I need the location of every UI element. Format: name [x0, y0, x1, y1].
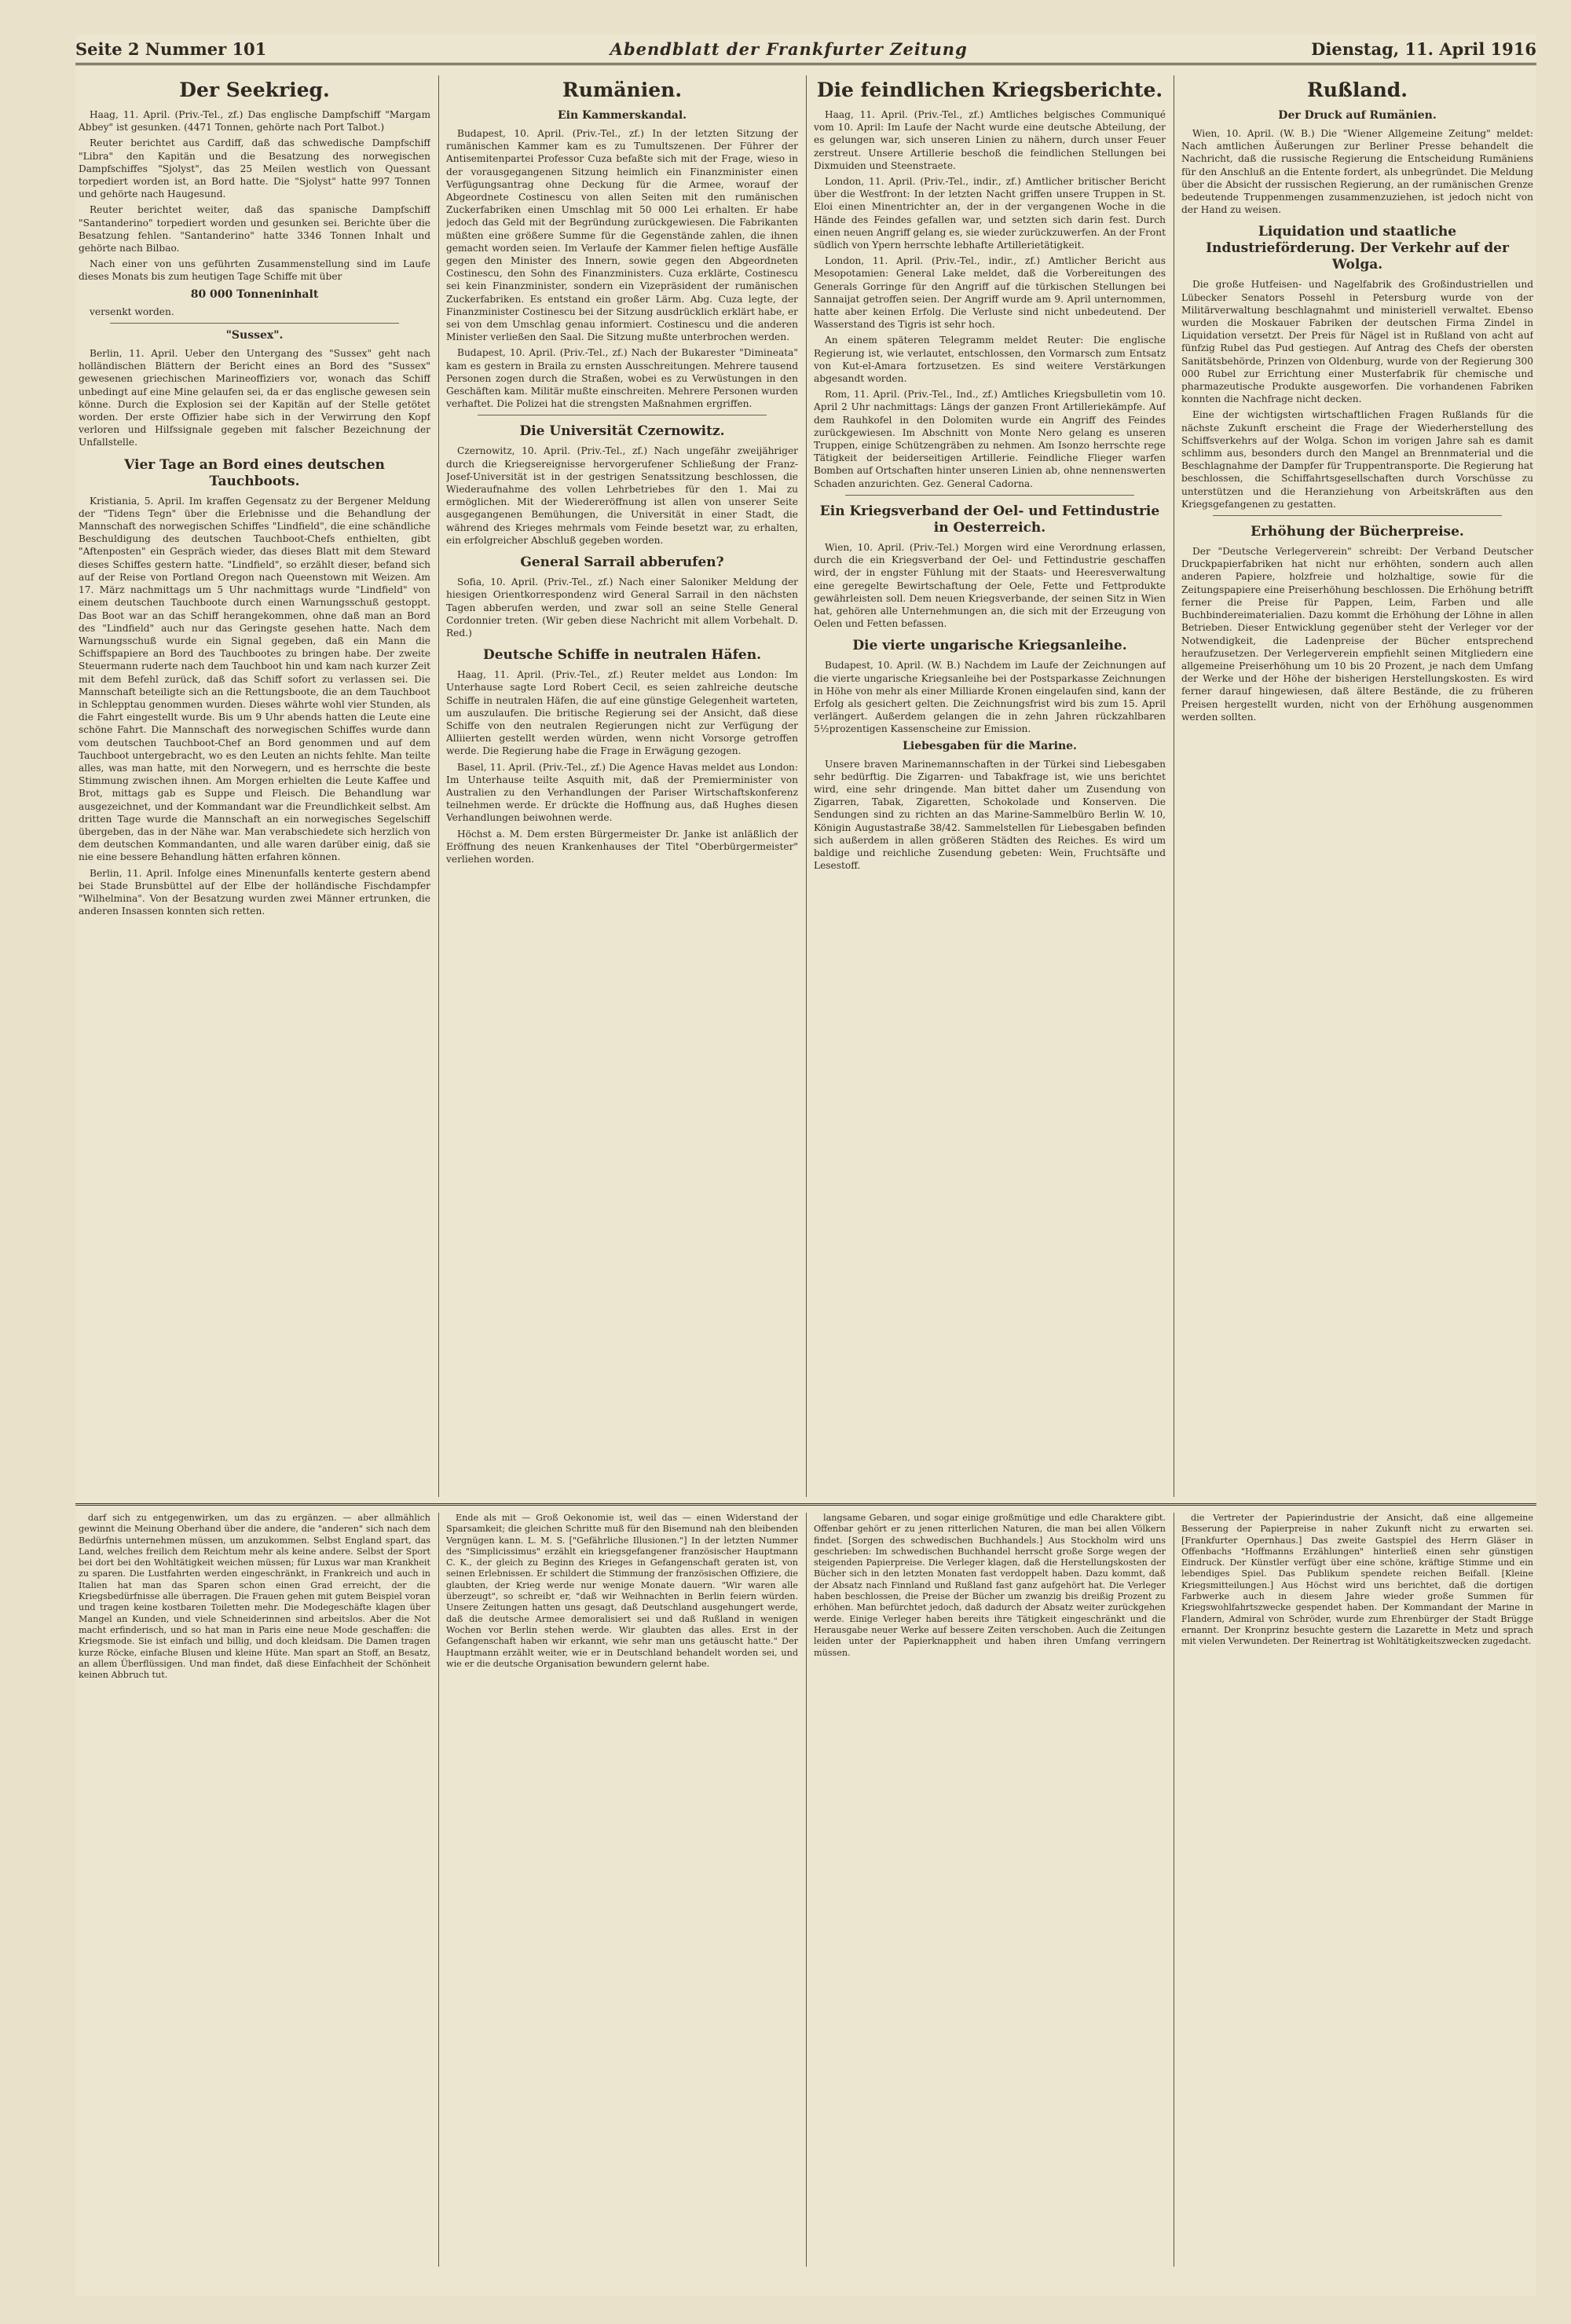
- page-number: Seite 2 Nummer 101: [75, 38, 267, 59]
- headline-buecherpreise: Erhöhung der Bücherpreise.: [1251, 524, 1464, 540]
- column-rule: [806, 75, 807, 1497]
- feuilleton-paragraph: die Vertreter der Papierindustrie der Ansicht, daß eine allgemeine Besserung der Papierpreise in naher Zukunft nicht zu erwarten sei. [Frankfurter Opernhaus.] Das zweite Gastspiel des Herrn Gläser in Offenbachs "Hoffmanns Erzählungen" hinterließ einen sehr günstigen Eindruck. Der Künstler verfügt über eine schöne, kräftige Stimme und ein lebendiges Spiel. Das Publikum spendete reichen Beifall. [Kleine Kriegsmitteilungen.] Aus Höchst wird uns berichtet, daß die dortigen Farbwerke auch in diesem Jahre wieder große Summen für Kriegswohlfahrtszwecke gespendet haben. Der Kommandant der Marine in Flandern, Admiral von Schröder, wurde zum Ehrenbürger der Stadt Brügge ernannt. Der Kronprinz besuchte gestern die Lazarette in Metz und sprach mit vielen Verwundeten. Der Reinertrag ist Wohltätigkeitszwecken zugedacht.: [1181, 1513, 1533, 1647]
- feuilleton-paragraph: langsame Gebaren, und sogar einige großmütige und edle Charaktere gibt. Offenbar gehört er zu jenen ritterlichen Naturen, die man bei allen Völkern findet. [Sorgen des schwedischen Buchhandels.] Aus Stockholm wird uns geschrieben: Im schwedischen Buchhandel herrscht große Sorge wegen der steigenden Papierpreise. Die Verleger klagen, daß die Herstellungskosten der Bücher sich in den letzten Monaten fast verdoppelt haben. Dazu kommt, daß der Absatz nach Finnland und Rußland fast ganz aufgehört hat. Die Verleger haben beschlossen, die Preise der Bücher um zwanzig bis dreißig Prozent zu erhöhen. Man befürchtet jedoch, daß dadurch der Absatz weiter zurückgehen werde. Einige Verleger haben bereits ihre Tätigkeit eingeschränkt und die Herausgabe neuer Werke auf bessere Zeiten verschoben. Auch die Zeitungen leiden unter der Papierknappheit und haben ihren Umfang verringern müssen.: [814, 1513, 1166, 1658]
- feuilleton-column-2: [446, 1513, 798, 2267]
- article-paragraph: Haag, 11. April. (Priv.-Tel., zf.) Das englische Dampfschiff "Margam Abbey" ist gesunken. (4471 Tonnen, gehörte nach Port Talbot.): [79, 109, 430, 134]
- article-paragraph: Czernowitz, 10. April. (Priv.-Tel., zf.) Nach ungefähr zweijähriger durch die Kriegsereignisse hervorgerufener Schließung der Franz-Josef-Universität ist in der gestrigen Senatssitzung beschlossen, die Wiederaufnahme des vollen Lehrbetriebes für den 1. Mai zu ermöglichen. Mit der Wiedereröffnung ist allen von unserer Seite ausgegangenen Bemühungen, die Universität in einer Stadt, die während des Krieges mehrmals vom Feinde besetzt war, zu erhalten, ein erfolgreicher Abschluß gegeben worden.: [446, 445, 798, 546]
- divider: [1213, 515, 1502, 516]
- feuilleton-column-4: [1181, 1513, 1533, 2267]
- headline-liebesgaben: Liebesgaben für die Marine.: [903, 739, 1077, 752]
- article-paragraph: Nach einer von uns geführten Zusammenstellung sind im Laufe dieses Monats bis zum heutigen Tage Schiffe mit über: [79, 258, 430, 283]
- column-rule: [806, 1513, 807, 2267]
- article-paragraph: Berlin, 11. April. Ueber den Untergang des "Sussex" geht nach holländischen Blättern der Bericht eines an Bord des "Sussex" gewesenen griechischen Marineoffiziers vor, wonach das Schiff unbedingt auf eine Mine gelaufen sei, da er das englische gewesen sein könne. Durch die Explosion sei der Kapitän auf der Stelle getötet worden. Der erste Offizier habe sich in der Verwirrung den Kopf verloren und Hilfssignale gegeben mit falscher Bezeichnung der Unfallstelle.: [79, 348, 430, 448]
- newspaper-page: [75, 35, 1536, 2297]
- article-paragraph: Unsere braven Marinemannschaften in der Türkei sind Liebesgaben sehr bedürftig. Die Zigarren- und Tabakfrage ist, wie uns berichtet wird, eine sehr dringende. Man bittet daher um Zusendung von Zigarren, Tabak, Zigaretten, Schokolade und Konserven. Die Sendungen sind zu richten an das Marine-Sammelbüro Berlin W. 10, Königin Augustastraße 38/42. Sammelstellen für Liebesgaben befinden sich außerdem in allen größeren Städten des Reiches. Es wird um baldige und reichliche Zusendung gebeten: Wein, Fruchtsäfte und Lesestoff.: [814, 758, 1166, 872]
- headline-czernowitz: Die Universität Czernowitz.: [519, 423, 725, 440]
- article-paragraph: An einem späteren Telegramm meldet Reuter: Die englische Regierung ist, wie verlautet, entschlossen, den Vormarsch zum Entsatz von Kut-el-Amara fortzusetzen. Es sind weitere Verstärkungen abgesandt worden.: [814, 335, 1166, 385]
- article-paragraph: Eine der wichtigsten wirtschaftlichen Fragen Rußlands für die nächste Zukunft erscheint die Frage der Wiederherstellung des Schiffsverkehrs auf der Wolga. Schon im vorigen Jahre sah es damit schlimm aus, besonders durch den Mangel an Brennmaterial und die Beschlagnahme der Dampfer für Truppentransporte. Die Regierung hat beschlossen, die Schiffahrtsgesellschaften durch Vorschüsse zu unterstützen und die Heranziehung von Arbeitskräften aus den Kriegsgefangenen zu gestatten.: [1181, 409, 1533, 510]
- article-paragraph: London, 11. April. (Priv.-Tel., indir., zf.) Amtlicher Bericht aus Mesopotamien: General Lake meldet, daß die Vorbereitungen des Generals Gorringe für den Angriff auf die türkischen Stellungen bei Sannaijat getroffen seien. Der Angriff wurde am 9. April unternommen, hatte aber keinen Erfolg. Die Verluste sind nicht unbedeutend. Der Wasserstand des Tigris ist sehr hoch.: [814, 255, 1166, 331]
- feuilleton-column-1: [79, 1513, 430, 2267]
- divider: [845, 495, 1134, 496]
- article-paragraph: Der "Deutsche Verlegerverein" schreibt: Der Verband Deutscher Druckpapierfabriken hat nicht nur erhöhten, sondern auch allen anderen Papiere, holzfreie und holzhaltige, sowie für die Zeitungspapiere eine Preiserhöhung beschlossen. Die Erhöhung betrifft ferner die Preise für Pappen, Leim, Farben und alle Buchbindereimaterialien. Dazu kommt die Erhöhung der Löhne in allen Betrieben. Dieser Entwicklung gegenüber steht der Verleger vor der Notwendigkeit, die Ladenpreise der Bücher entsprechend heraufzusetzen. Der Verlegerverein empfiehlt seinen Mitgliedern eine allgemeine Preiserhöhung um 10 bis 20 Prozent, je nach dem Umfang der Werke und der Höhe der bisherigen Herstellungskosten. Es wird ferner darauf hingewiesen, daß ältere Bestände, die zu früheren Preisen hergestellt wurden, nicht von der Erhöhung ausgenommen werden sollten.: [1181, 546, 1533, 723]
- subheadline-kammerskandal: Ein Kammerskandal.: [557, 109, 687, 122]
- article-paragraph: London, 11. April. (Priv.-Tel., indir., zf.) Amtlicher britischer Bericht über die Westfront: In der letzten Nacht griffen unsere Truppen in St. Eloi einen Minentrichter an, der in der vergangenen Woche in die Hände des Feindes gefallen war, und setzten sich darin fest. Durch einen neuen Angriff gelang es, sie wieder zurückzuwerfen. An der Front südlich von Ypern herrschte lebhafte Artillerietätigkeit.: [814, 176, 1166, 251]
- column-3: [814, 75, 1166, 1497]
- article-paragraph: versenkt worden.: [90, 306, 174, 317]
- issue-date: Dienstag, 11. April 1916: [1311, 38, 1536, 59]
- article-paragraph: Budapest, 10. April. (Priv.-Tel., zf.) In der letzten Sitzung der rumänischen Kammer kam es zu Tumultszenen. Der Führer der Antisemitenpartei Professor Cuza befaßte sich mit der Frage, wieso in der vorausgegangenen Sitzung heimlich ein Finanzminister einen Verfügungsantrag ohne Deckung für die Armee, worauf der Abgeordnete Costinescu von allen Seiten mit den rumänischen Zuckerfabriken einen Umschlag mit 50 000 Lei erhalten. Er habe jedoch das Geld mit der Begründung zurückgewiesen. Die Fabrikanten müßten eine größere Summe für die Gegenstände zahlen, die ihnen gemacht worden seien. Im Verlaufe der Kammer fielen heftige Ausfälle gegen den Minister des Innern, sowie gegen den Abgeordneten Costinescu, den Sohn des Finanzministers. Cuza erklärte, Costinescu sei kein Finanzminister, sondern ein Vizepräsident der rumänischen Zuckerfabriken. Es entstand ein großer Lärm. Abg. Cuza legte, der Finanzminister Costinescu bei der Sitzung ausdrücklich erklärt habe, er sei von dem Umschlag genau informiert. Costinescu und die anderen Minister verließen den Saal. Die Sitzung mußte unterbrochen werden.: [446, 128, 798, 343]
- headline-sussex: "Sussex".: [225, 329, 284, 342]
- divider: [110, 323, 399, 324]
- feuilleton-paragraph: Ende als mit — Groß Oekonomie ist, weil das — einen Widerstand der Sparsamkeit; die gleichen Schritte muß für den Bisemund nah den bleibenden Vergnügen kann. L. M. S. ["Gefährliche Illusionen."] In der letzten Nummer des "Simplicissimus" erzählt ein kriegsgefangener französischer Hauptmann C. K., der gleich zu Beginn des Krieges in Gefangenschaft geraten ist, von seinen Erlebnissen. Er schildert die Stimmung der französischen Offiziere, die glaubten, der Krieg werde nur wenige Monate dauern. "Wir waren alle überzeugt", so schreibt er, "daß wir Weihnachten in Berlin feiern würden. Unsere Zeitungen hatten uns gesagt, daß Deutschland ausgehungert werde, daß die deutsche Armee demoralisiert sei und daß Rußland in wenigen Wochen vor Berlin stehen werde. Wir glaubten das alles. Erst in der Gefangenschaft haben wir erkannt, wie sehr man uns getäuscht hatte." Der Hauptmann erzählt weiter, wie er in Deutschland behandelt worden sei, und wie er die deutsche Organisation bewundern gelernt habe.: [446, 1513, 798, 1669]
- feuilleton-divider: [75, 1503, 1536, 1508]
- column-rule: [438, 1513, 439, 2267]
- article-paragraph: Budapest, 10. April. (W. B.) Nachdem im Laufe der Zeichnungen auf die vierte ungarische Kriegsanleihe bei der Postsparkasse Zeichnungen in Höhe von mehr als einer Milliarde Kronen eingelaufen sind, kann der Erfolg als gesichert gelten. Die Zeichnungsfrist wird bis zum 15. April verlängert. Außerdem gelangen die in zehn Jahren rückzahlbaren 5½prozentigen Kassenscheine zur Emission.: [814, 660, 1166, 735]
- article-paragraph: Haag, 11. April. (Priv.-Tel., zf.) Reuter meldet aus London: Im Unterhause sagte Lord Robert Cecil, es seien zahlreiche deutsche Schiffe in neutralen Häfen, die auf eine günstige Gelegenheit warteten, um auszulaufen. Die britische Regierung sei der Ansicht, daß diese Schiffe von den neutralen Regierungen nicht zur Verfügung der Alliierten gestellt werden würden, wenn nicht Vorsorge getroffen werde. Die Regierung habe die Frage in Erwägung gezogen.: [446, 669, 798, 757]
- article-paragraph: Wien, 10. April. (W. B.) Die "Wiener Allgemeine Zeitung" meldet: Nach amtlichen Äußerungen zur Berliner Presse behandelt die Nachricht, daß die russische Regierung die Entscheidung Rumäniens für den Anschluß an die Entente fordert, als unbegründet. Die Meldung über die Absicht der russischen Regierung, an der rumänischen Grenze bedeutende Truppenmengen zusammenzuziehen, ist jedoch nicht von der Hand zu weisen.: [1181, 128, 1533, 216]
- column-1: [79, 75, 430, 1497]
- article-paragraph: Höchst a. M. Dem ersten Bürgermeister Dr. Janke ist anläßlich der Eröffnung des neuen Krankenhauses der Titel "Oberbürgermeister" verliehen worden.: [446, 828, 798, 865]
- headline-kriegsberichte: Die feindlichen Kriegsberichte.: [816, 79, 1163, 101]
- article-paragraph: Die große Hutfeisen- und Nagelfabrik des Großindustriellen und Lübecker Senators Possehl in Petersburg wurde von der Militärverwaltung beschlagnahmt und ministeriell verwaltet. Ebenso wurden die Moskauer Fabriken der deutschen Firma Zindel in Liquidation versetzt. Der Preis für Nägel ist in Rußland von acht auf fünfzig Rubel das Pud gestiegen. Auf Antrag des Chefs der obersten Sanitätsbehörde, Prinzen von Oldenburg, wurde von der Regierung 300 000 Rubel zur Errichtung einer Musterfabrik für chemische und pharmazeutische Produkte ausgeworfen. Die vorhandenen Fabriken konnten die Nachfrage nicht decken.: [1181, 279, 1533, 405]
- article-paragraph: Reuter berichtet weiter, daß das spanische Dampfschiff "Santanderino" torpediert worden und gesunken sei. Berichte über die Besatzung fehlen. "Santanderino" hatte 3346 Tonnen Inhalt und gehörte nach Bilbao.: [79, 204, 430, 254]
- headline-seekrieg: Der Seekrieg.: [179, 79, 330, 101]
- headline-liquidation: Liquidation und staatliche Industrieförderung. Der Verkehr auf der Wolga.: [1206, 224, 1509, 273]
- headline-tauchboot: Vier Tage an Bord eines deutschen Tauchboots.: [124, 456, 385, 489]
- headline-kriegsanleihe: Die vierte ungarische Kriegsanleihe.: [852, 638, 1127, 654]
- article-paragraph: Kristiania, 5. April. Im kraffen Gegensatz zu der Bergener Meldung der "Tidens Tegn" über die Erlebnisse und die Behandlung der Mannschaft des norwegischen Schiffes "Lindfield", die eine schändliche Beschuldigung des deutschen Tauchboot-Chefs enthielten, gibt "Aftenposten" ein Gespräch wieder, das dieses Blatt mit dem Steward dieses Schiffes gestern hatte. "Lindfield", so erzählt dieser, befand sich auf der Reise von Portland Oregon nach Queenstown mit Weizen. Am 17. März nachmittags um 5 Uhr nachmittags wurde "Lindfield" von einem deutschen Tauchboote durch einen Warnungsschuß gestoppt. Das Boot war an das Schiff herangekommen, ohne daß man an Bord des "Lindfield" auch nur das Geringste gesehen hatte. Nach dem Warnungsschuß wurde ein Signal gegeben, daß ein Mann die Schiffspapiere an Bord des Tauchbootes zu bringen habe. Der zweite Steuermann ruderte nach dem Tauchboot hin und kam nach kurzer Zeit mit dem Befehl zurück, daß das Schiff sofort zu verlassen sei. Die Mannschaft beteiligte sich an die Rettungsboote, die an dem Tauchboot in Schlepptau genommen wurden. Dieses währte wohl vier Stunden, als die Fahrt eingestellt wurde. Bis um 9 Uhr abends hatten die Leute eine schöne Fahrt. Die Mannschaft des norwegischen Schiffes wurde dann vom deutschen Tauchboot-Chef an Bord genommen und auf dem Tauchboot untergebracht, wo es den Leuten an nichts fehlte. Man teilte alles, was man hatte, mit den Norwegern, und es herrschte die beste Stimmung zwischen ihnen. Am Morgen erhielten die Leute Kaffee und Brot, mittags gab es Suppe und Fleisch. Die Behandlung war ausgezeichnet, und der Kommandant war die Freundlichkeit selbst. Am dritten Tage wurde die Mannschaft an ein norwegisches Segelschiff übergeben, das in der Nähe war. Man verabschiedete sich herzlich von dem deutschen Kommandanten, und alle waren darüber einig, daß sie nie eine bessere Behandlung hätten erfahren können.: [79, 495, 430, 863]
- headline-kriegsverband: Ein Kriegsverband der Oel- und Fettindustrie in Oesterreich.: [819, 503, 1160, 536]
- column-rule: [438, 75, 439, 1497]
- column-4: [1181, 75, 1533, 1497]
- newspaper-title: Abendblatt der Frankfurter Zeitung: [610, 38, 968, 59]
- article-paragraph: Budapest, 10. April. (Priv.-Tel., zf.) Nach der Bukarester "Dimineata" kam es gestern in Braila zu ernsten Ausschreitungen. Mehrere tausend Personen zogen durch die Straßen, wobei es zu Verwüstungen in den Geschäften kam. Militär mußte einschreiten. Mehrere Personen wurden verhaftet. Die Polizei hat die strengsten Maßnahmen ergriffen.: [446, 347, 798, 410]
- tonnage-highlight: 80 000 Tonneninhalt: [190, 287, 319, 301]
- column-2: [446, 75, 798, 1497]
- article-paragraph: Berlin, 11. April. Infolge eines Minenunfalls kenterte gestern abend bei Stade Brunsbüttel auf der Elbe der holländische Fischdampfer "Wilhelmina". Von der Besatzung wurden zwei Männer ertrunken, die anderen Insassen konnten sich retten.: [79, 867, 430, 917]
- headline-schiffe: Deutsche Schiffe in neutralen Häfen.: [482, 647, 762, 664]
- feuilleton-column-3: [814, 1513, 1166, 2267]
- article-paragraph: Basel, 11. April. (Priv.-Tel., zf.) Die Agence Havas meldet aus London: Im Unterhause teilte Asquith mit, daß der Premierminister von Australien zu den Verhandlungen der Pariser Wirtschaftskonferenz teilnehmen werde. Er drückte die Hoffnung aus, daß Hughes diesen Verhandlungen beiwohnen werde.: [446, 761, 798, 824]
- article-paragraph: Reuter berichtet aus Cardiff, daß das schwedische Dampfschiff "Libra" den Kapitän und die Besatzung des norwegischen Dampfschiffes "Sjolyst", das 25 Meilen westlich von Quessant torpediert worden ist, an Bord hatte. Die "Sjolyst" hatte 997 Tonnen und gehörte nach Haugesund.: [79, 137, 430, 200]
- article-paragraph: Wien, 10. April. (Priv.-Tel.) Morgen wird eine Verordnung erlassen, durch die ein Kriegsverband der Oel- und Fettindustrie geschaffen wird, der in engster Fühlung mit der Staats- und Heeresverwaltung eine geregelte Bewirtschaftung der Oele, Fette und Fettprodukte gewährleisten soll. Dem neuen Kriegsverbande, der seinen Sitz in Wien hat, gehören alle Unternehmungen an, die sich mit der Erzeugung von Oelen und Fetten befassen.: [814, 541, 1166, 630]
- feuilleton-paragraph: darf sich zu entgegenwirken, um das zu ergänzen. — aber allmählich gewinnt die Meinung Oberhand über die andere, die "anderen" sich nach dem Bedürfnis unternehmen müssen, um anzukommen. Selbst England spart, das Land, welches freilich dem Reichtum mehr als keine andere. Selbst der Sport bei dort bei den Wohltätigkeit weichen müssen; für Luxus war man Krankheit zu sparen. Die Lustfahrten werden eingeschränkt, in Frankreich und auch in Italien hat man das Sparen schon einen Grad erreicht, der die Kriegsbedürfnisse alle überragen. Die Frauen gehen mit gutem Beispiel voran und tragen keine kostbaren Toiletten mehr. Die Modegeschäfte klagen über Mangel an Kunden, und viele Schneiderinnen sind arbeitslos. Aber die Not macht erfinderisch, und so hat man in Paris eine neue Mode geschaffen: die Kriegsmode. Sie ist einfach und billig, und doch kleidsam. Die Damen tragen kurze Röcke, einfache Blusen und kleine Hüte. Man spart an Stoff, an Besatz, an allem Überflüssigen. Und man findet, daß diese Einfachheit der Schönheit keinen Abbruch tut.: [79, 1513, 430, 1681]
- headline-rumaenien: Rumänien.: [562, 79, 683, 101]
- masthead: [75, 35, 1536, 65]
- headline-sarrail: General Sarrail abberufen?: [520, 554, 724, 571]
- article-paragraph: Haag, 11. April. (Priv.-Tel., zf.) Amtliches belgisches Communiqué vom 10. April: Im Laufe der Nacht wurde eine deutsche Abteilung, der es gelungen war, sich unseren Linien zu nähern, durch unser Feuer zerstreut. Unsere Artillerie beschoß die feindlichen Stellungen bei Dixmuiden und Steenstraete.: [814, 109, 1166, 171]
- headline-russland: Rußland.: [1306, 79, 1408, 101]
- article-paragraph: Sofia, 10. April. (Priv.-Tel., zf.) Nach einer Saloniker Meldung der hiesigen Orientkorrespondenz wird General Sarrail in den nächsten Tagen abberufen werden, und zwar soll an seine Stelle General Cordonnier treten. (Wir geben diese Nachricht mit allem Vorbehalt. D. Red.): [446, 576, 798, 639]
- subheadline-rumaenien: Der Druck auf Rumänien.: [1278, 109, 1437, 122]
- article-paragraph: Rom, 11. April. (Priv.-Tel., Ind., zf.) Amtliches Kriegsbulletin vom 10. April 2 Uhr nachmittags: Längs der ganzen Front Artilleriekämpfe. Auf dem Rauhkofel in den Dolomiten wurde ein Angriff des Feindes zurückgewiesen. Im Abschnitt von Monte Nero gelang es unseren Truppen, einige Schützengräben zu nehmen. Am Isonzo herrschte rege Tätigkeit der beiderseitigen Artillerie. Feindliche Flieger warfen Bomben auf Ortschaften hinter unseren Linien ab, ohne nennenswerten Schaden anzurichten. Gez. General Cadorna.: [814, 389, 1166, 489]
